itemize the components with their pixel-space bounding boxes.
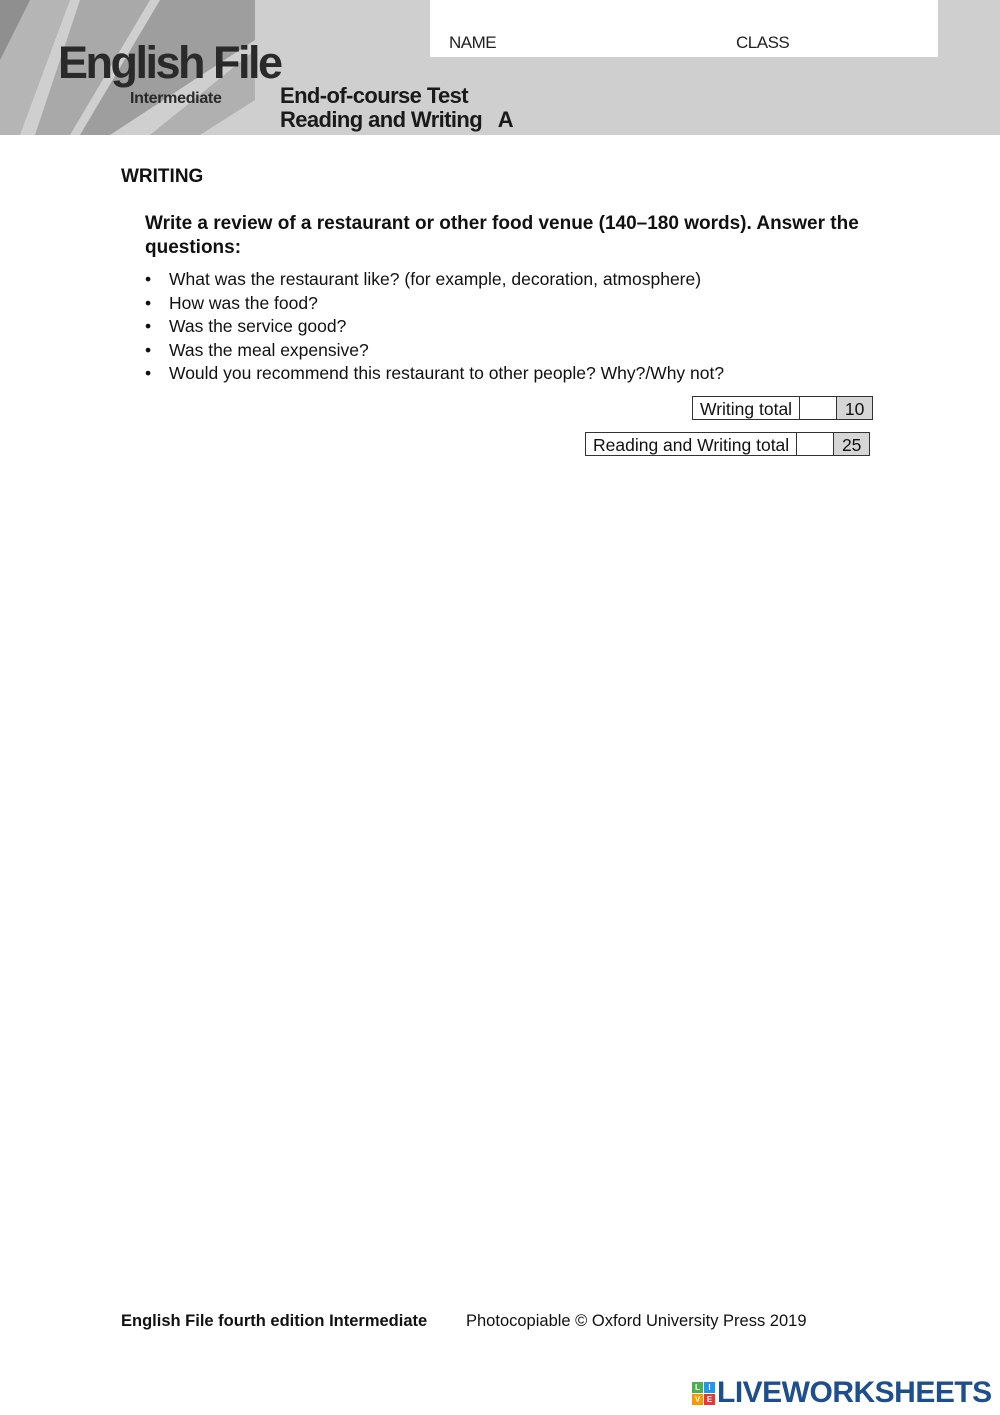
- page-footer: [121, 1312, 807, 1331]
- logo-level: Intermediate: [130, 90, 222, 107]
- question-text: Would you recommend this restaurant to other people? Why?/Why not?: [169, 363, 725, 383]
- writing-total-box: [692, 396, 873, 420]
- liveworksheets-watermark: [692, 1376, 992, 1410]
- test-title-line1: End-of-course Test: [280, 83, 469, 108]
- english-file-logo: English File: [58, 37, 281, 88]
- name-class-field[interactable]: [430, 0, 938, 57]
- liveworksheets-logo-icon: L I V E: [692, 1382, 715, 1405]
- test-title: [280, 84, 513, 132]
- writing-max-score: 10: [837, 397, 872, 419]
- section-heading: WRITING: [121, 166, 204, 187]
- list-item: • How was the food?: [145, 292, 724, 316]
- name-label: NAME: [449, 33, 497, 52]
- reading-writing-score-field[interactable]: [797, 433, 834, 455]
- liveworksheets-brand: LIVEWORKSHEETS: [717, 1376, 992, 1409]
- list-item: • What was the restaurant like? (for example, decoration, atmosphere): [145, 268, 724, 292]
- question-text: Was the service good?: [169, 316, 347, 336]
- question-text: What was the restaurant like? (for example, decoration, atmosphere): [169, 269, 702, 289]
- question-list: [145, 268, 724, 386]
- list-item: • Was the meal expensive?: [145, 339, 724, 363]
- class-label: CLASS: [736, 33, 790, 52]
- question-text: Was the meal expensive?: [169, 339, 369, 360]
- list-item: • Was the service good?: [145, 315, 724, 339]
- test-title-line2: Reading and Writing A: [280, 107, 514, 132]
- reading-writing-total-label: Reading and Writing total: [586, 433, 797, 455]
- list-item: • Would you recommend this restaurant to other people? Why?/Why not?: [145, 362, 724, 386]
- question-text: How was the food?: [169, 292, 318, 313]
- reading-writing-max-score: 25: [834, 433, 869, 455]
- reading-writing-total-box: [585, 432, 870, 456]
- footer-copyright: Photocopiable © Oxford University Press 2019: [466, 1312, 807, 1330]
- task-instruction: Write a review of a restaurant or other food venue (140–180 words). Answer the questions:: [145, 213, 859, 258]
- footer-edition: English File fourth edition Intermediate: [121, 1312, 428, 1330]
- writing-score-field[interactable]: [800, 397, 837, 419]
- writing-total-label: Writing total: [693, 397, 800, 419]
